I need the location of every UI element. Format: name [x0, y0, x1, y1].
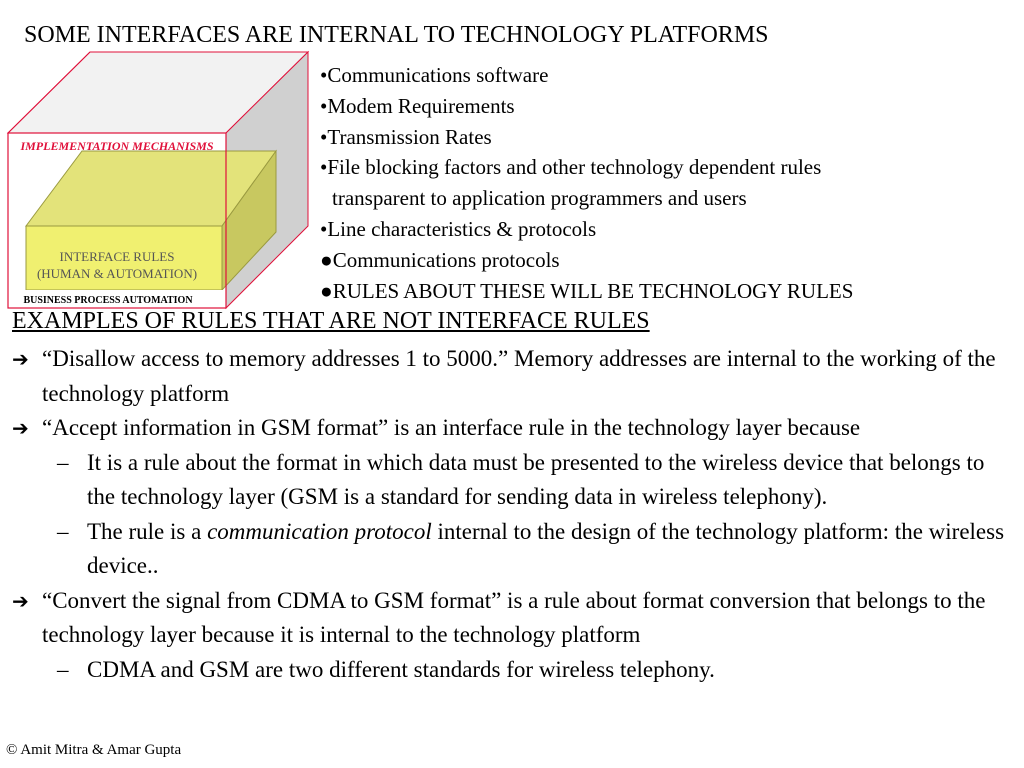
bullet-item: ●RULES ABOUT THESE WILL BE TECHNOLOGY RULES — [320, 278, 854, 303]
base-label: BUSINESS PROCESS AUTOMATION — [23, 295, 193, 306]
bullet-item: •Line characteristics & protocols — [320, 216, 597, 241]
bullet-item: •Communications software — [320, 63, 549, 87]
bullet-item-continuation: transparent to application programmers and users — [332, 186, 747, 211]
copyright-footer: © Amit Mitra & Amar Gupta — [6, 742, 182, 758]
arrow-icon: ➔ — [12, 347, 29, 371]
bullet-item: •File blocking factors and other technology dependent rules — [320, 155, 822, 180]
example-subitem: – It is a rule about the format in which data must be presented to the wireless device that belongs to the technology layer (GSM is a standard for sending data in wireless telephony). — [12, 446, 1012, 515]
dash-marker: – — [57, 656, 69, 682]
bullet-list — [320, 60, 853, 306]
examples-heading: EXAMPLES OF RULES THAT ARE NOT INTERFACE RULES — [12, 308, 650, 334]
bullet-item: ●Communications protocols — [320, 247, 560, 272]
dash-marker: – — [57, 449, 69, 475]
example-subitem: – The rule is a communication protocol internal to the design of the technology platform: the wireless device.. — [12, 515, 1012, 584]
examples-list — [12, 342, 1012, 687]
example-subitem: – CDMA and GSM are two different standards for wireless telephony. — [12, 653, 1012, 688]
emphasis-text: communication protocol — [207, 518, 432, 544]
example-item: ➔ “Accept information in GSM format” is an interface rule in the technology layer because — [12, 411, 1012, 446]
example-item: ➔ “Disallow access to memory addresses 1 to 5000.” Memory addresses are internal to the working of the technology platform — [12, 342, 1012, 411]
slide-title: SOME INTERFACES ARE INTERNAL TO TECHNOLOGY PLATFORMS — [24, 22, 769, 48]
arrow-icon: ➔ — [12, 588, 29, 613]
inner-label-line1: INTERFACE RULES — [59, 249, 175, 264]
example-item: ➔ “Convert the signal from CDMA to GSM format” is a rule about format conversion that belongs to the technology layer because it is internal to the technology platform — [12, 584, 1012, 653]
arrow-icon: ➔ — [12, 416, 29, 440]
dash-marker: – — [57, 518, 69, 544]
inner-label-line2: (HUMAN & AUTOMATION) — [36, 266, 198, 281]
outer-label: IMPLEMENTATION MECHANISMS — [20, 139, 214, 153]
bullet-item: •Transmission Rates — [320, 124, 492, 149]
nested-cube-diagram — [0, 50, 320, 312]
bullet-item: •Modem Requirements — [320, 93, 515, 118]
